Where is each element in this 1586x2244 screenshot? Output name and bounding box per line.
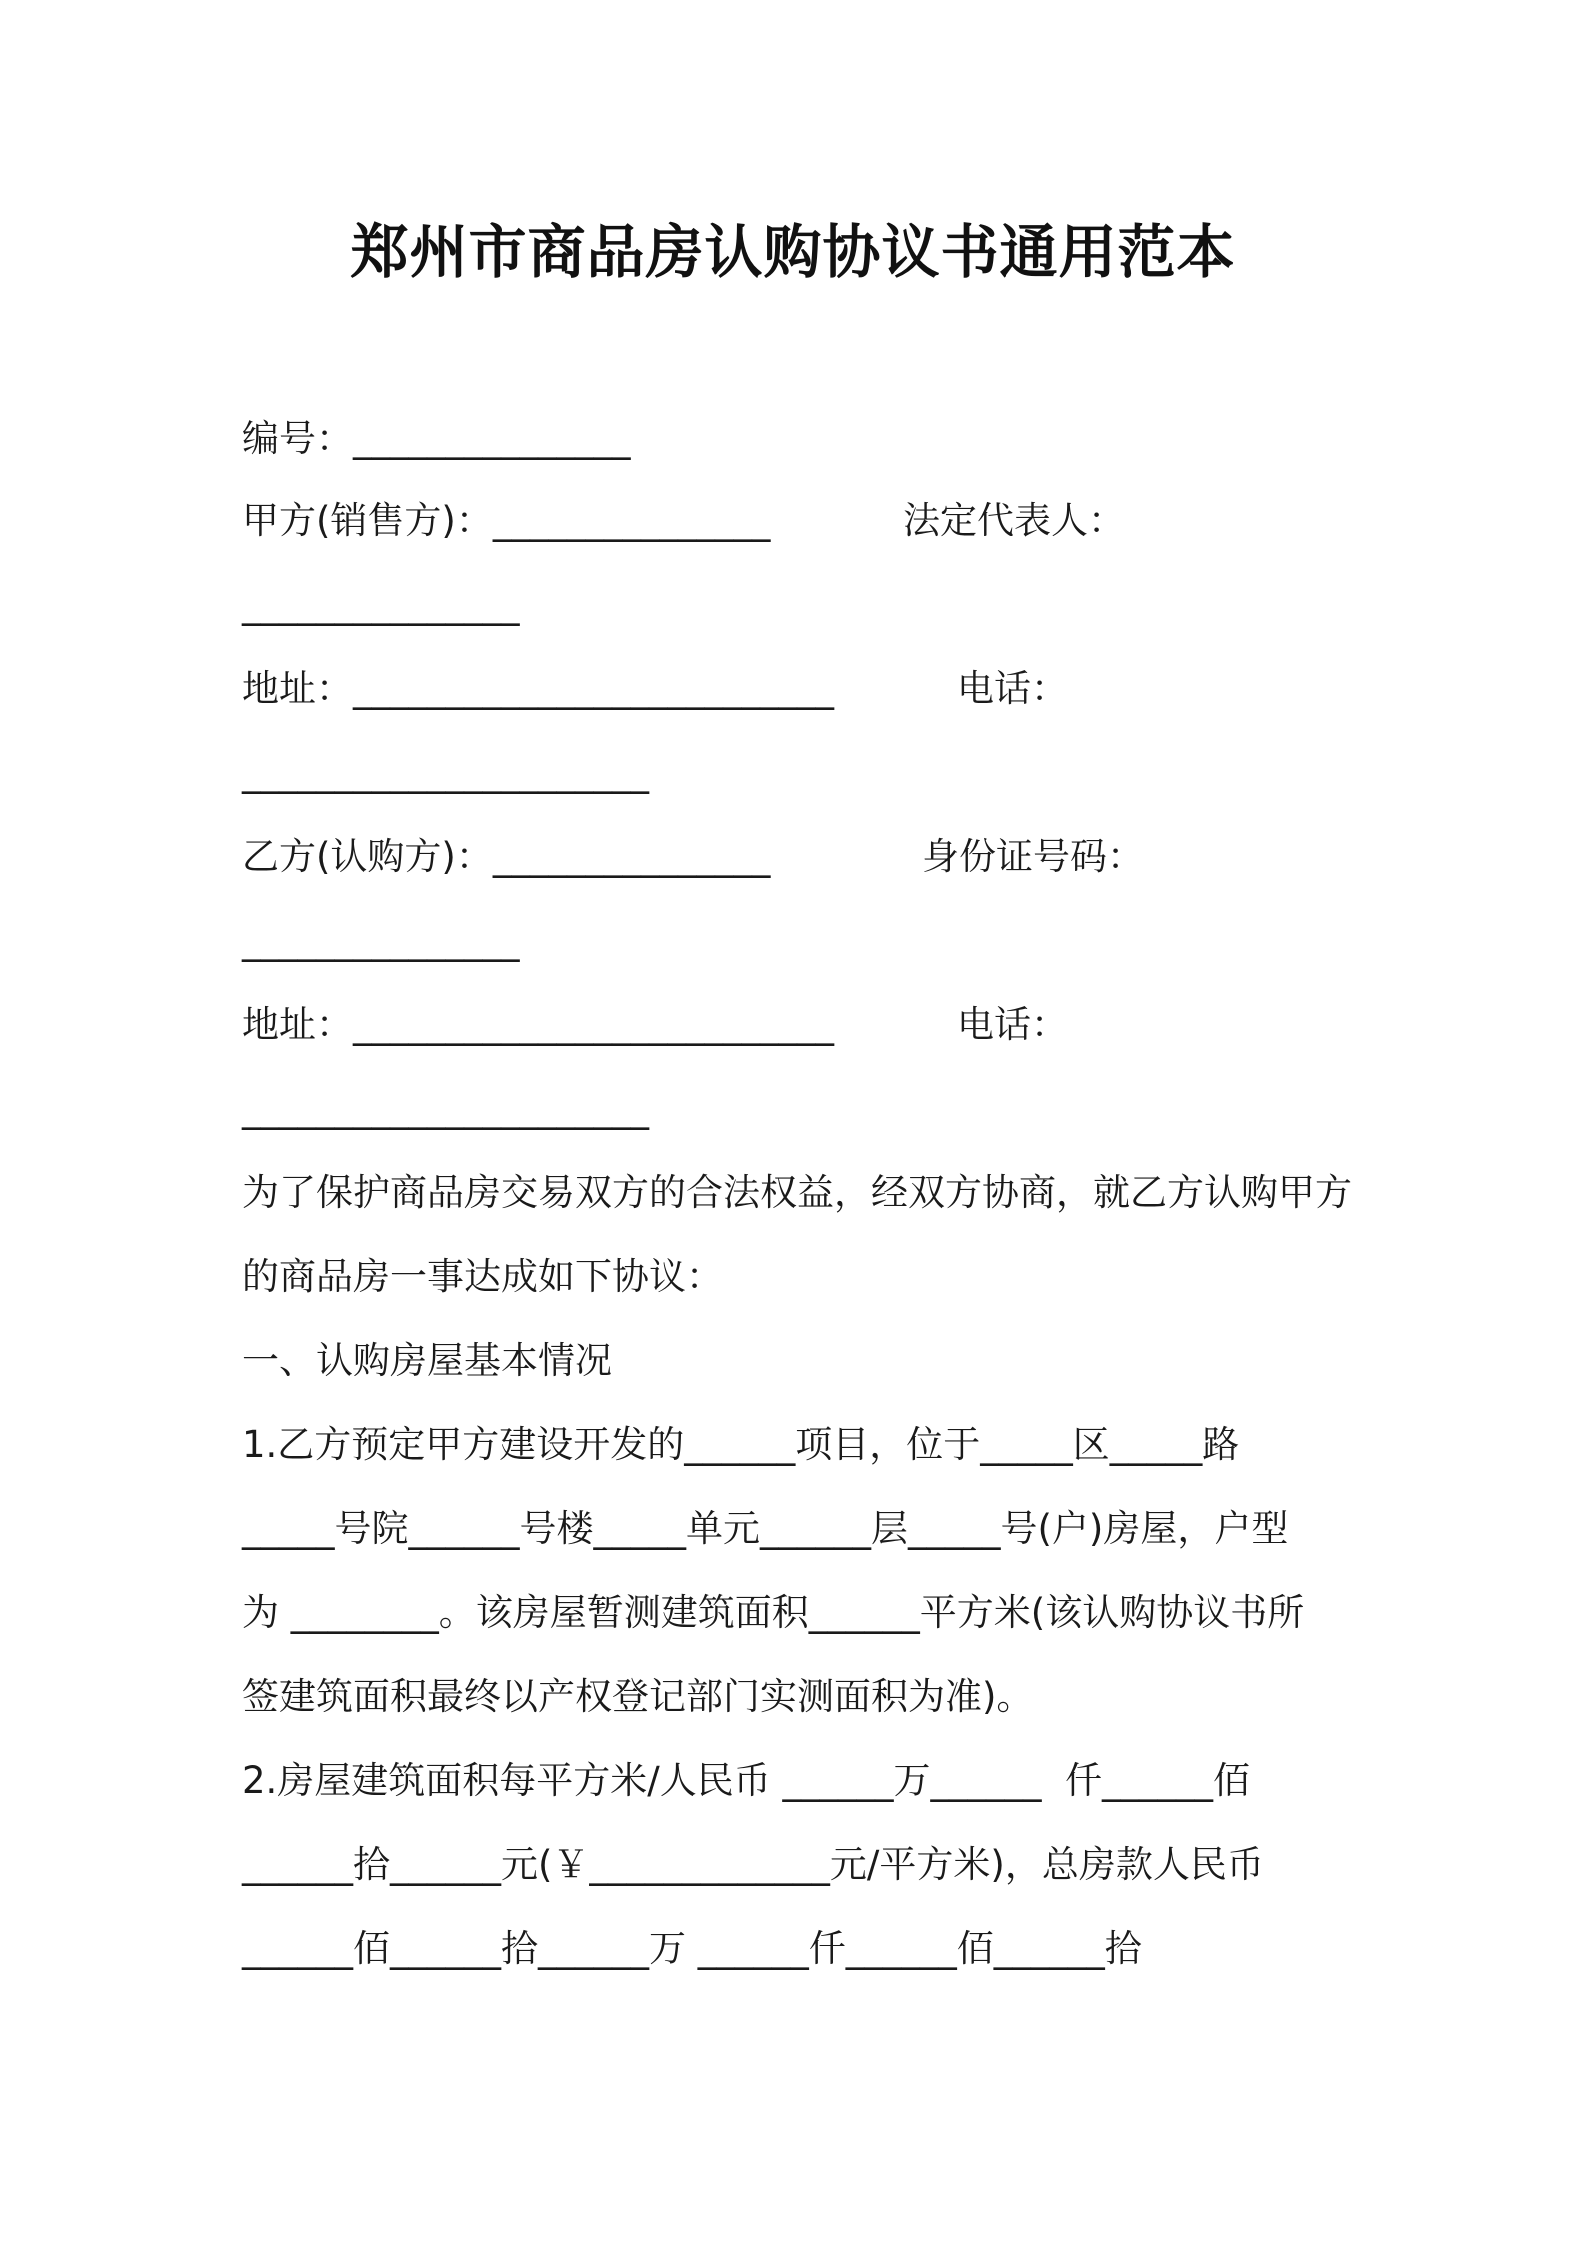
clause-1-line-1: 1.乙方预定甲方建设开发的______项目，位于_____区_____路 [242, 1423, 1240, 1466]
clause-1-line-2: _____号院______号楼_____单元______层_____号(户)房屋，户型 [242, 1507, 1289, 1550]
clause-1-line-4: 签建筑面积最终以产权登记部门实测面积为准)。 [242, 1675, 1034, 1718]
document-title: 郑州市商品房认购协议书通用范本 [350, 218, 1236, 286]
clause-2-line-1: 2.房屋建筑面积每平方米/人民币 ______万______ 仟______佰 [242, 1759, 1251, 1802]
party-b-phone-label: 电话： [957, 1003, 1068, 1046]
legal-representative-blank: _______________ [242, 583, 520, 626]
party-a-phone-blank: ______________________ [242, 751, 649, 794]
id-number-label: 身份证号码： [922, 835, 1144, 878]
legal-representative-label: 法定代表人： [903, 499, 1125, 542]
party-a-seller-line: 甲方(销售方)：_______________ [242, 499, 771, 542]
clause-1-line-3: 为 ________。该房屋暂测建筑面积______平方米(该认购协议书所 [242, 1591, 1305, 1634]
preamble-line-1: 为了保护商品房交易双方的合法权益，经双方协商，就乙方认购甲方 [242, 1171, 1352, 1214]
clause-2-line-2: ______拾______元(￥_____________元/平方米)，总房款人民币 [242, 1843, 1264, 1886]
party-a-phone-label: 电话： [957, 667, 1068, 710]
contract-number-line: 编号：_______________ [242, 417, 631, 460]
id-number-blank: _______________ [242, 919, 520, 962]
party-b-phone-blank: ______________________ [242, 1087, 649, 1130]
party-b-buyer-line: 乙方(认购方)：_______________ [242, 835, 771, 878]
party-b-address-line: 地址：__________________________ [242, 1003, 834, 1046]
section-1-heading: 一、认购房屋基本情况 [242, 1339, 612, 1382]
party-a-address-line: 地址：__________________________ [242, 667, 834, 710]
preamble-line-2: 的商品房一事达成如下协议： [242, 1255, 723, 1298]
clause-2-line-3: ______佰______拾______万 ______仟______佰______拾 [242, 1927, 1142, 1970]
